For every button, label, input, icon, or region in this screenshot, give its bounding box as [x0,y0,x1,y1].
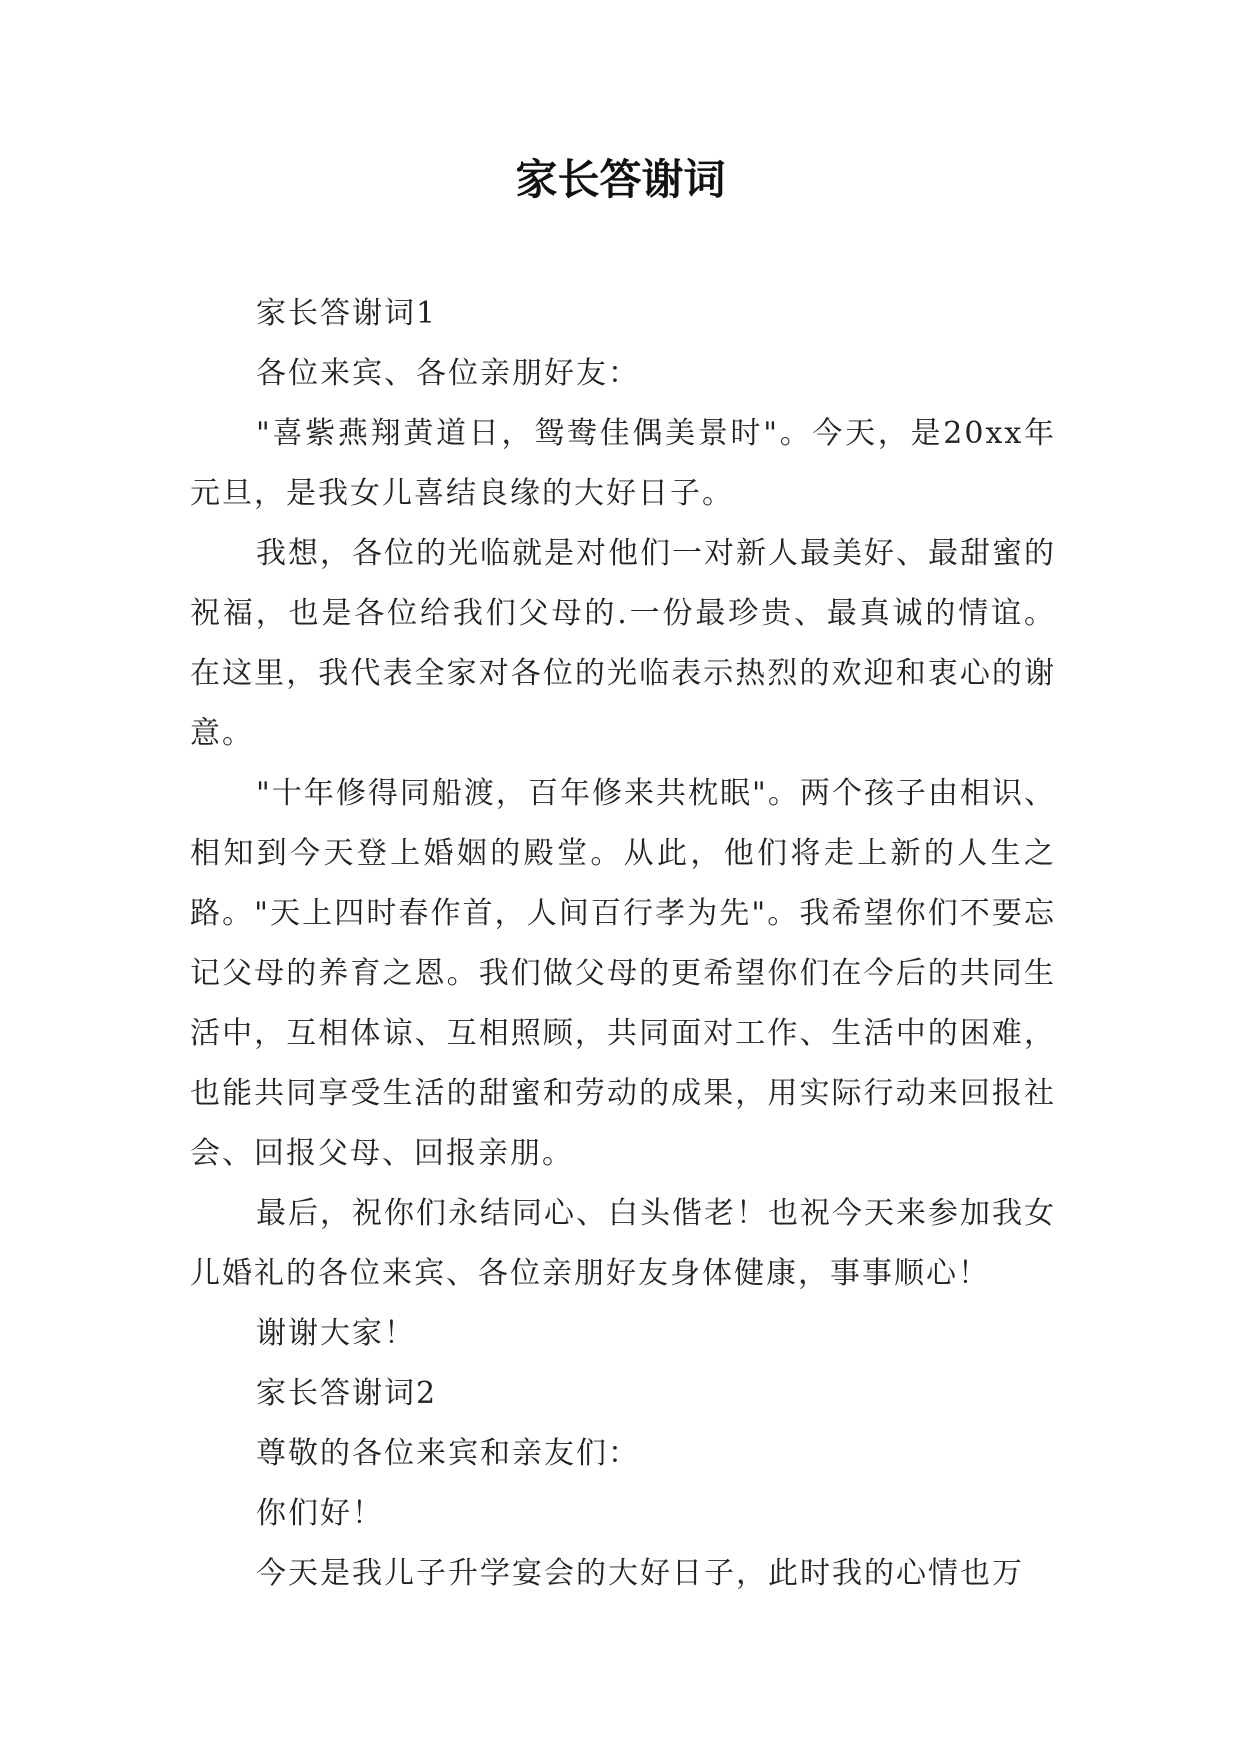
section-heading-1: 家长答谢词1 [256,296,438,331]
greeting: 你们好！ [256,1496,384,1531]
paragraph: "喜紫燕翔黄道日，鸳鸯佳偶美景时"。今天，是20xx年元旦，是我女儿喜结良缘的大好日子。 [190,416,1056,511]
document-body [190,284,1056,1604]
closing-thanks: 谢谢大家！ [256,1316,416,1351]
paragraph: "十年修得同船渡，百年修来共枕眠"。两个孩子由相识、相知到今天登上婚姻的殿堂。从此，他们将走上新的人生之路。"天上四时春作首，人间百行孝为先"。我希望你们不要忘记父母的养育之恩。我们做父母的更希望你们在今后的共同生活中，互相体谅、互相照顾，共同面对工作、生活中的困难，也能共同享受生活的甜蜜和劳动的成果，用实际行动来回报社会、回报父母、回报亲朋。 [190,776,1056,1171]
document-title: 家长答谢词 [515,155,726,204]
section-heading-2: 家长答谢词2 [256,1376,438,1411]
paragraph: 今天是我儿子升学宴会的大好日子，此时我的心情也万 [256,1556,1024,1591]
salutation: 各位来宾、各位亲朋好友： [256,356,640,391]
paragraph: 我想，各位的光临就是对他们一对新人最美好、最甜蜜的祝福，也是各位给我们父母的.一份最珍贵、最真诚的情谊。在这里，我代表全家对各位的光临表示热烈的欢迎和衷心的谢意。 [190,536,1056,751]
paragraph: 最后，祝你们永结同心、白头偕老！也祝今天来参加我女儿婚礼的各位来宾、各位亲朋好友身体健康，事事顺心！ [190,1196,1056,1291]
salutation: 尊敬的各位来宾和亲友们： [256,1436,640,1471]
